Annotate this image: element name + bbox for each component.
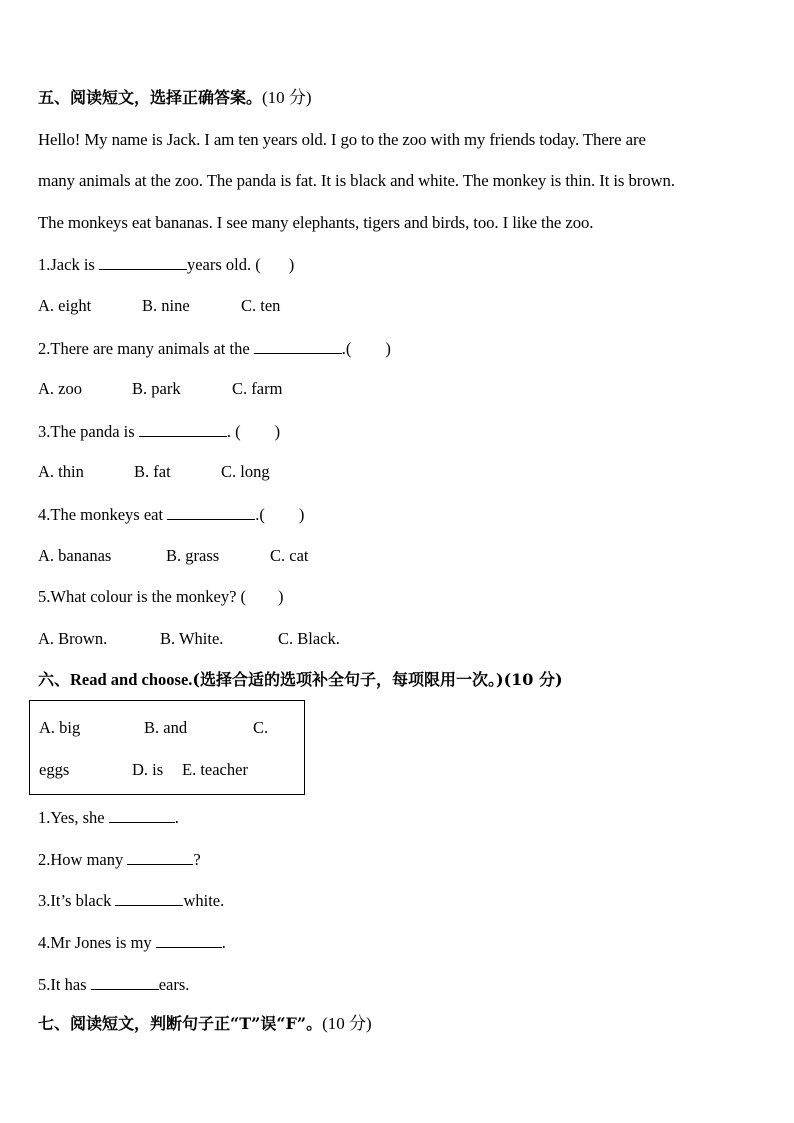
question-1-text: 1.Jack is xyxy=(38,255,99,274)
word-a: A. big xyxy=(39,718,81,737)
section-5-score: (10 分) xyxy=(262,88,312,107)
question-4-options xyxy=(38,546,309,566)
answer-blank[interactable] xyxy=(254,338,342,354)
sentence-1 xyxy=(38,807,179,828)
answer-blank[interactable] xyxy=(167,504,255,520)
question-3 xyxy=(38,421,280,442)
question-2-suffix: .( xyxy=(341,339,352,358)
question-3-suffix: . ( xyxy=(226,422,241,441)
sentence-2 xyxy=(38,849,201,870)
section-7-title: 七、阅读短文，判断句子正“T”误“F”。 xyxy=(38,1014,323,1033)
word-bank-line-2 xyxy=(39,760,248,780)
question-5-options xyxy=(38,629,340,649)
question-1 xyxy=(38,254,294,275)
option-c: C. Black. xyxy=(278,629,340,648)
sentence-3-text: 3.It’s black xyxy=(38,891,116,910)
option-a: A. eight xyxy=(38,296,92,315)
word-c-label: C. xyxy=(253,718,269,737)
answer-blank[interactable] xyxy=(99,254,187,270)
close-paren: ) xyxy=(274,422,281,441)
option-c: C. long xyxy=(221,462,270,481)
word-b: B. and xyxy=(144,718,188,737)
section-6-title-rest: (选择合适的选项补全句子，每项限用一次。) xyxy=(192,670,504,689)
word-c: eggs xyxy=(39,760,70,779)
option-a: A. zoo xyxy=(38,379,82,398)
question-4-text: 4.The monkeys eat xyxy=(38,505,168,524)
answer-blank[interactable] xyxy=(139,421,227,437)
option-b: B. White. xyxy=(160,629,224,648)
question-4 xyxy=(38,504,304,525)
sentence-3-suffix: white. xyxy=(183,891,225,910)
section-7-heading xyxy=(38,1014,372,1034)
passage-line-2: many animals at the zoo. The panda is fat. It is black and white. The monkey is thin. It is brown. xyxy=(38,171,675,190)
section-5-title: 五、阅读短文，选择正确答案。 xyxy=(38,88,263,107)
question-5-text: 5.What colour is the monkey? ( xyxy=(38,587,247,606)
section-5-heading xyxy=(38,88,312,108)
sentence-5 xyxy=(38,974,189,995)
option-c: C. farm xyxy=(232,379,283,398)
close-paren: ) xyxy=(288,255,295,274)
option-c: C. cat xyxy=(270,546,309,565)
sentence-5-suffix: ears. xyxy=(158,975,190,994)
sentence-2-text: 2.How many xyxy=(38,850,128,869)
answer-blank[interactable] xyxy=(156,932,222,948)
section-7-score: (10 分) xyxy=(322,1014,372,1033)
section-6-score: (10 分) xyxy=(503,670,563,689)
passage-line-3: The monkeys eat bananas. I see many elephants, tigers and birds, too. I like the zoo. xyxy=(38,213,594,232)
sentence-4-text: 4.Mr Jones is my xyxy=(38,933,156,952)
question-1-suffix: years old. ( xyxy=(186,255,261,274)
option-a: A. Brown. xyxy=(38,629,108,648)
question-4-suffix: .( xyxy=(255,505,265,524)
question-2-options xyxy=(38,379,282,399)
question-3-options xyxy=(38,462,270,482)
question-1-options xyxy=(38,296,280,316)
sentence-4 xyxy=(38,932,226,953)
sentence-4-suffix: . xyxy=(221,933,226,952)
sentence-2-suffix: ? xyxy=(193,850,201,869)
answer-blank[interactable] xyxy=(115,890,183,906)
close-paren: ) xyxy=(278,587,284,606)
answer-blank[interactable] xyxy=(109,807,175,823)
option-b: B. park xyxy=(132,379,181,398)
word-d: D. is xyxy=(132,760,164,779)
option-a: A. thin xyxy=(38,462,84,481)
word-bank-box xyxy=(29,700,305,795)
option-a: A. bananas xyxy=(38,546,112,565)
passage-line-1: Hello! My name is Jack. I am ten years old. I go to the zoo with my friends today. There are xyxy=(38,130,646,149)
answer-blank[interactable] xyxy=(91,974,159,990)
section-6-title-en: Read and choose. xyxy=(70,670,193,689)
word-e: E. teacher xyxy=(182,760,248,779)
option-b: B. fat xyxy=(134,462,171,481)
option-b: B. grass xyxy=(166,546,220,565)
option-c: C. ten xyxy=(241,296,281,315)
close-paren: ) xyxy=(385,339,391,358)
word-bank-line-1 xyxy=(39,718,268,738)
question-2-text: 2.There are many animals at the xyxy=(38,339,254,358)
sentence-1-suffix: . xyxy=(174,808,179,827)
section-6-heading xyxy=(38,670,563,690)
close-paren: ) xyxy=(298,505,305,524)
sentence-3 xyxy=(38,890,224,911)
sentence-1-text: 1.Yes, she xyxy=(38,808,109,827)
option-b: B. nine xyxy=(142,296,190,315)
section-6-title-cn: 六、 xyxy=(38,670,71,689)
question-2 xyxy=(38,338,391,359)
question-5 xyxy=(38,587,284,607)
answer-blank[interactable] xyxy=(127,849,193,865)
sentence-5-text: 5.It has xyxy=(38,975,91,994)
question-3-text: 3.The panda is xyxy=(38,422,139,441)
